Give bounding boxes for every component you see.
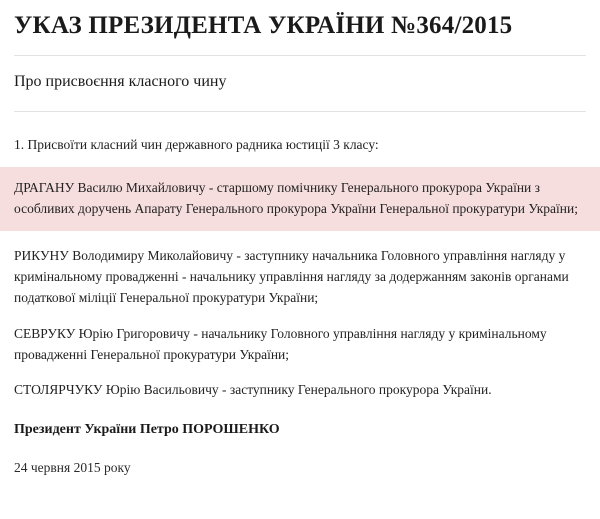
title-divider <box>14 55 586 56</box>
entry-paragraph: СТОЛЯРЧУКУ Юрію Васильовичу - заступнику Генерального прокурора України. <box>14 382 492 398</box>
document-body <box>14 134 586 478</box>
document-date: 24 червня 2015 року <box>14 459 131 475</box>
page-title: УКАЗ ПРЕЗИДЕНТА УКРАЇНИ №364/2015 <box>14 12 513 39</box>
subtitle-divider <box>14 111 586 112</box>
entry-paragraph: СЕВРУКУ Юрію Григоровичу - начальнику Головного управління нагляду у кримінальному провадженні Генеральної прокуратури України; <box>14 325 547 362</box>
document-subtitle: Про присвоєння класного чину <box>14 72 227 90</box>
entry-paragraph-highlighted: ДРАГАНУ Василю Михайловичу - старшому помічнику Генерального прокурора України з особливих доручень Апарату Генерального прокурора України Генеральної прокуратури України; <box>0 167 600 231</box>
signature-line: Президент України Петро ПОРОШЕНКО <box>14 421 280 437</box>
intro-paragraph: 1. Присвоїти класний чин державного радника юстиції 3 класу: <box>14 136 379 152</box>
document-page <box>0 12 600 519</box>
entry-paragraph: РИКУНУ Володимиру Миколайовичу - заступнику начальника Головного управління нагляду у кримінальному провадженні - начальнику управління нагляду за додержанням законів органами податкової міліції Генеральної прокуратури України; <box>14 247 569 306</box>
